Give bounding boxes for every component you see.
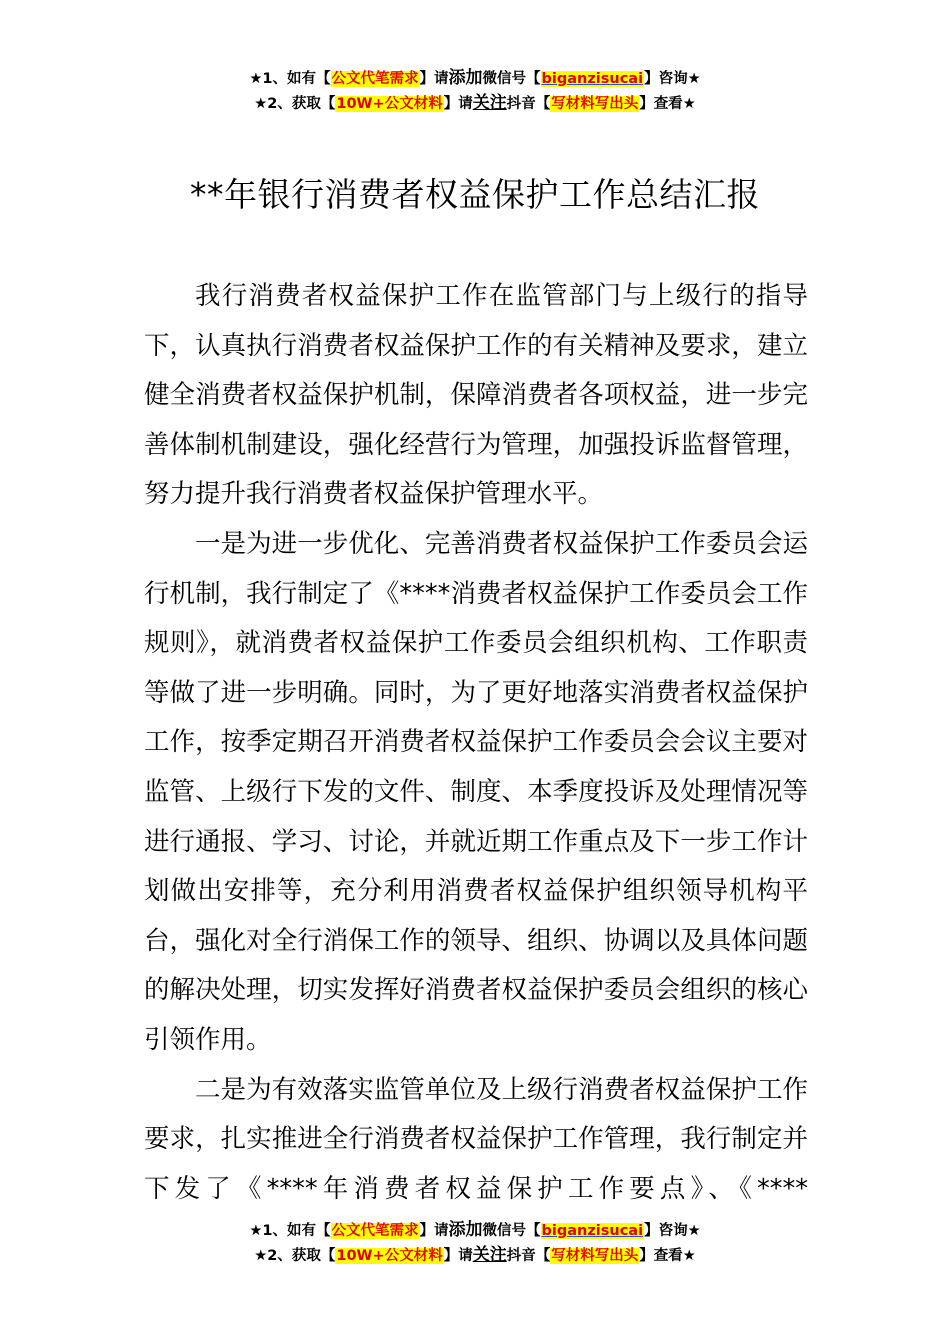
banner-line-1 bbox=[0, 66, 950, 91]
banner-emphasis: 关注 bbox=[472, 1245, 507, 1265]
paragraph-first-point: 一是为进一步优化、完善消费者权益保护工作委员会运行机制，我行制定了《****消费者权益保护工作委员会工作规则》，就消费者权益保护工作委员会组织机构、工作职责等做了进一步明确。同时，为了更好地落实消费者权益保护工作，按季定期召开消费者权益保护工作委员会会议主要对监管、上级行下发的文件、制度、本季度投诉及处理情况等进行通报、学习、讨论，并就近期工作重点及下一步工作计划做出安排等，充分利用消费者权益保护组织领导机构平台，强化对全行消保工作的领导、组织、协调以及具体问题的解决处理，切实发挥好消费者权益保护委员会组织的核心引领作用。 bbox=[144, 528, 808, 1055]
banner-highlight: 10W+公文材料 bbox=[336, 96, 443, 112]
banner-text: 】请 bbox=[419, 1223, 449, 1239]
top-banner bbox=[0, 66, 950, 116]
banner-line-2 bbox=[0, 1243, 950, 1268]
banner-text: 抖音【 bbox=[506, 1248, 551, 1264]
banner-text: 微信号【 bbox=[482, 1223, 541, 1239]
paragraph-second-point: 二是为有效落实监管单位及上级行消费者权益保护工作要求，扎实推进全行消费者权益保护工作管理，我行制定并下发了《****年消费者权益保护工作要点》、《**** bbox=[144, 1074, 808, 1204]
banner-text: ★1、如有【 bbox=[249, 1223, 331, 1239]
banner-line-1 bbox=[0, 1218, 950, 1243]
banner-text: 】请 bbox=[443, 96, 473, 112]
document-body bbox=[144, 272, 808, 1214]
banner-emphasis: 添加 bbox=[448, 1220, 483, 1240]
banner-text: 】咨询★ bbox=[644, 1223, 701, 1239]
banner-text: 抖音【 bbox=[506, 96, 551, 112]
banner-text: ★2、获取【 bbox=[254, 1248, 336, 1264]
banner-highlight: 写材料写出头 bbox=[551, 1248, 639, 1264]
banner-text: 】咨询★ bbox=[644, 71, 701, 87]
banner-highlight: 公文代笔需求 bbox=[331, 71, 419, 87]
banner-emphasis: 关注 bbox=[472, 93, 507, 113]
banner-highlight: 公文代笔需求 bbox=[331, 1223, 419, 1239]
banner-highlight: biganzisucai bbox=[541, 1223, 644, 1239]
banner-text: 】请 bbox=[419, 71, 449, 87]
banner-emphasis: 添加 bbox=[448, 68, 483, 88]
banner-highlight: biganzisucai bbox=[541, 71, 644, 87]
banner-highlight: 写材料写出头 bbox=[551, 96, 639, 112]
paragraph-intro: 我行消费者权益保护工作在监管部门与上级行的指导下，认真执行消费者权益保护工作的有关精神及要求，建立健全消费者权益保护机制，保障消费者各项权益，进一步完善体制机制建设，强化经营行为管理，加强投诉监督管理，努力提升我行消费者权益保护管理水平。 bbox=[144, 281, 808, 510]
banner-line-2 bbox=[0, 91, 950, 116]
banner-highlight: 10W+公文材料 bbox=[336, 1248, 443, 1264]
banner-text: 】查看★ bbox=[639, 1248, 696, 1264]
banner-text: ★2、获取【 bbox=[254, 96, 336, 112]
document-title: **年银行消费者权益保护工作总结汇报 bbox=[190, 175, 760, 214]
banner-text: ★1、如有【 bbox=[249, 71, 331, 87]
bottom-banner bbox=[0, 1218, 950, 1268]
banner-text: 】查看★ bbox=[639, 96, 696, 112]
banner-text: 】请 bbox=[443, 1248, 473, 1264]
banner-text: 微信号【 bbox=[482, 71, 541, 87]
